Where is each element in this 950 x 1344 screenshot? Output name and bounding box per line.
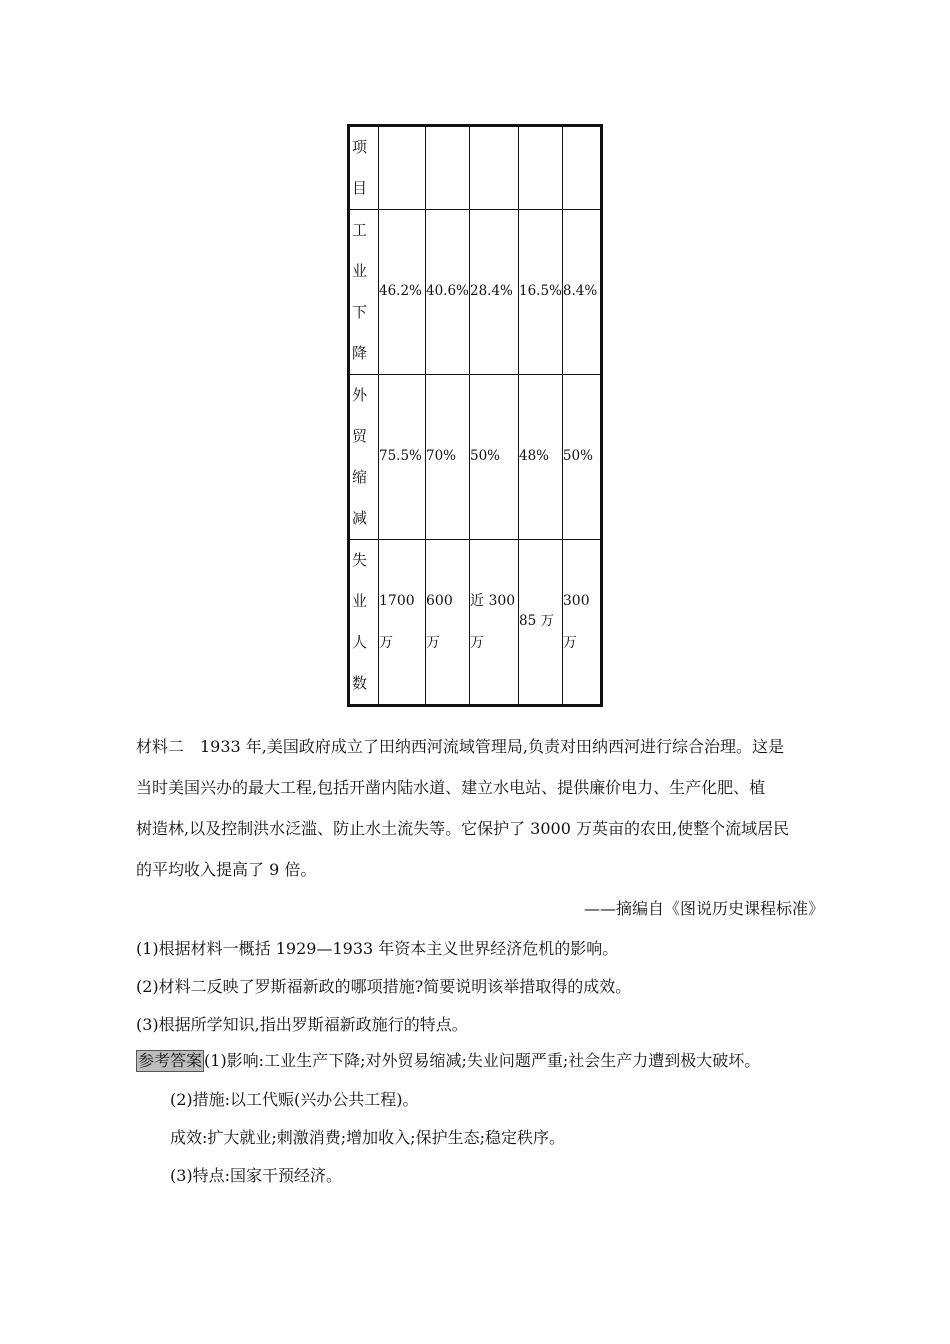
table-row (349, 540, 602, 706)
table-row (349, 210, 602, 375)
row-header-industry: 工 业 下 降 (349, 210, 379, 375)
answer-tag: 参考答案 (138, 1051, 203, 1070)
material2-line: 当时美国兴办的最大工程,包括开凿内陆水道、建立水电站、提供廉价电力、生产化肥、植 (136, 778, 766, 797)
material2-source: ——摘编自《图说历史课程标准》 (583, 899, 824, 918)
table-cell (519, 126, 563, 210)
question-2: (2)材料二反映了罗斯福新政的哪项措施?简要说明该举措取得的成效。 (136, 977, 632, 996)
material2-line: 的平均收入提高了 9 倍。 (136, 860, 317, 879)
row-header-trade: 外 贸 缩 减 (349, 375, 379, 540)
answer-line-1: 参考答案 (1)影响:工业生产下降;对外贸易缩减;失业问题严重;社会生产力遭到极大破坏。 (138, 1051, 761, 1070)
question-1: (1)根据材料一概括 1929—1933 年资本主义世界经济危机的影响。 (136, 939, 619, 958)
table-cell (470, 126, 519, 210)
table-cell: 50% (470, 375, 519, 540)
table-cell: 46.2% (379, 210, 426, 375)
table-cell: 16.5% (519, 210, 563, 375)
question-3: (3)根据所学知识,指出罗斯福新政施行的特点。 (136, 1015, 468, 1034)
table-cell: 1700 万 (379, 540, 426, 706)
table-cell (562, 126, 601, 210)
table-cell: 50% (562, 375, 601, 540)
table-cell: 40.6% (426, 210, 470, 375)
table-cell (426, 126, 470, 210)
table-cell: 48% (519, 375, 563, 540)
answer-line-3: 成效:扩大就业;刺激消费;增加收入;保护生态;稳定秩序。 (170, 1128, 565, 1147)
row-header-item: 项 目 (349, 126, 379, 210)
table-cell: 8.4% (562, 210, 601, 375)
material2-line: 树造林,以及控制洪水泛滥、防止水土流失等。它保护了 3000 万英亩的农田,使整个流域居民 (136, 819, 790, 838)
table-cell: 28.4% (470, 210, 519, 375)
table-cell: 600 万 (426, 540, 470, 706)
table-row (349, 126, 602, 210)
table-row (349, 375, 602, 540)
table-cell: 75.5% (379, 375, 426, 540)
table-cell: 近 300 万 (470, 540, 519, 706)
material2-line: 材料二 1933 年,美国政府成立了田纳西河流域管理局,负责对田纳西河进行综合治理。这是 (136, 737, 784, 756)
answer-line-2: (2)措施:以工代赈(兴办公共工程)。 (170, 1090, 419, 1109)
crisis-impact-table (347, 124, 603, 707)
table-cell: 70% (426, 375, 470, 540)
answer-line-4: (3)特点:国家干预经济。 (170, 1166, 343, 1185)
table-cell: 85 万 (519, 540, 563, 706)
table-cell (379, 126, 426, 210)
row-header-unemployment: 失 业 人 数 (349, 540, 379, 706)
table-cell: 300 万 (562, 540, 601, 706)
